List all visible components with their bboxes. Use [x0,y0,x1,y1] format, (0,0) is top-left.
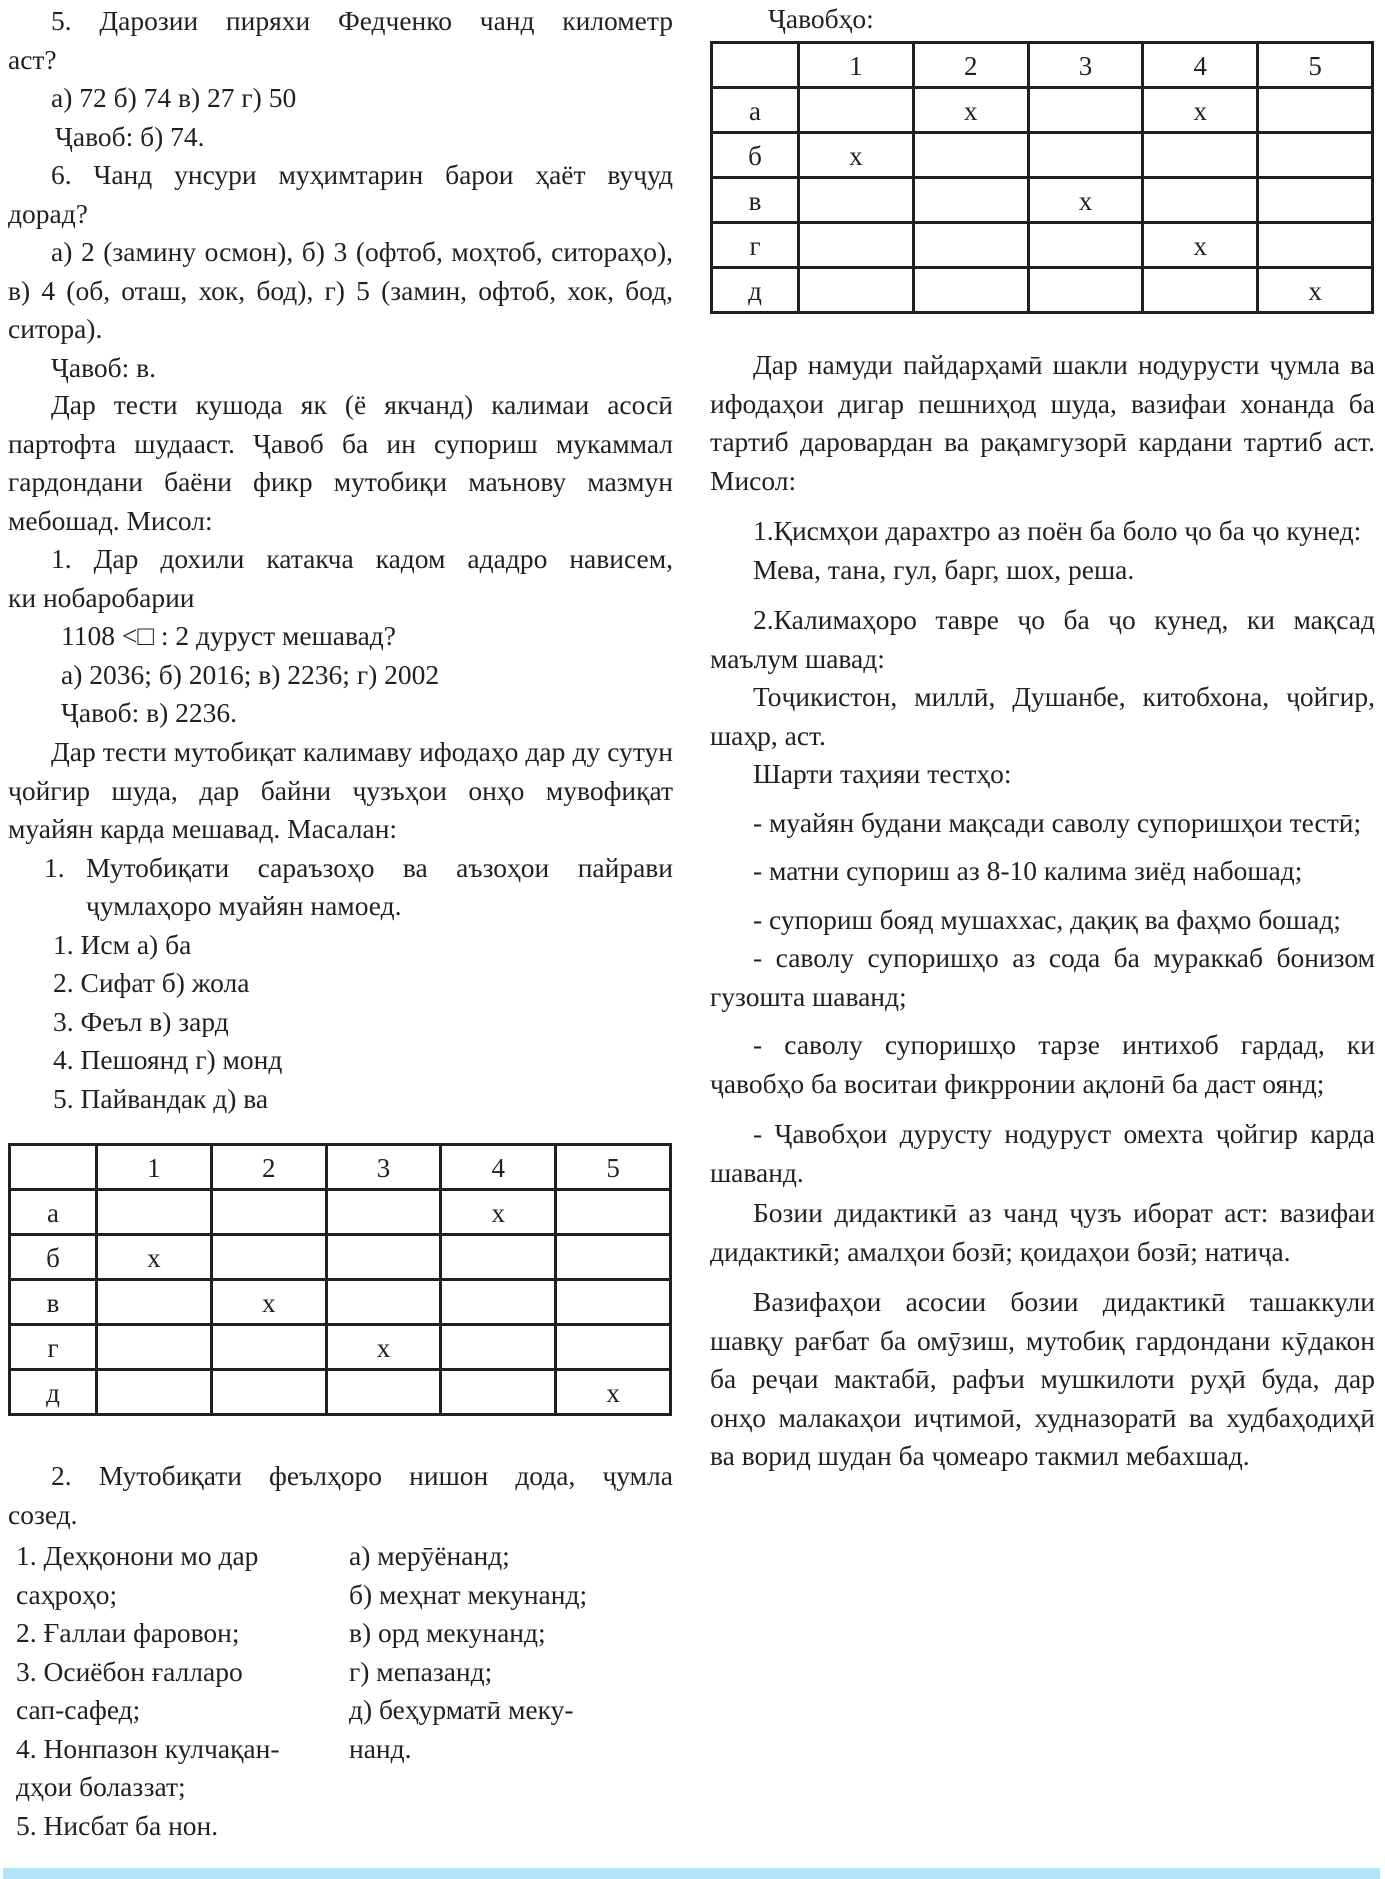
pair-item: 5. Пайвандак д) ва [53,1082,269,1114]
table-cell: 4 [1143,43,1258,88]
example-1-expression: 1108 <□ : 2 дуруст мешавад? [61,620,396,651]
table-cell [1258,133,1373,178]
table-row [10,1280,671,1325]
example-1-options: а) 2036; б) 2016; в) 2236; г) 2002 [61,658,440,690]
answers-label-text: Ҷавобҳо: [768,3,874,34]
table-cell [441,1370,556,1415]
question-6 [8,156,673,387]
table-header-row [712,43,1373,88]
table-row [712,268,1373,313]
answers-table-right [710,41,1374,314]
table-cell [556,1190,671,1235]
table-header-row [10,1145,671,1190]
question-6-options: а) 2 (замину осмон), б) 3 (офтоб, моҳтоб, ситораҳо), в) 4 (об, оташ, хок, бод), г) 5 (замин, офтоб, хок, бод, ситора). [8,236,673,344]
question-5-text-line2: аст? [8,43,57,75]
answers-label [768,0,874,39]
task-1-pairs [8,926,673,1119]
table-row [712,178,1373,223]
list-item: 5. Нисбат ба нон. [16,1809,219,1841]
table-cell [799,223,914,268]
conditions-list [710,804,1375,1193]
table-cell [1258,223,1373,268]
table-cell: д [712,268,799,313]
table-cell [913,223,1028,268]
table-cell: а [712,88,799,133]
task-1 [8,849,673,926]
table-cell [913,133,1028,178]
game-paragraph: Бозии дидактикӣ аз чанд ҷузъ иборат аст: вазифаи дидактикӣ; амалҳои бозӣ; қоидаҳои бозӣ; натиҷа. [710,1197,1375,1267]
question-6-text-line2: дорад? [8,197,88,229]
table-cell: x [326,1325,441,1370]
table-cell: 1 [97,1145,212,1190]
table-row [712,88,1373,133]
task-2-left-items [16,1537,361,1845]
table-cell [799,268,914,313]
question-5-text-line1: 5. Дарозии пиряхи Федченко чанд километр [51,5,673,36]
question-6-answer: Ҷавоб: в. [51,351,156,383]
table-row [10,1235,671,1280]
table-cell: x [913,88,1028,133]
matching-table-left [8,1143,672,1416]
list-item: 1. Деҳқонони мо дар [16,1540,259,1571]
table-cell: в [10,1280,97,1325]
list-item: г) мепазанд; [349,1655,493,1687]
order-example-2 [710,601,1375,755]
task-2-text-line1: 2. Мутобиқати феълҳоро нишон дода, ҷумла [51,1460,673,1491]
table-cell [1258,178,1373,223]
table-cell: 4 [441,1145,556,1190]
condition-item: - матни супориш аз 8-10 калима зиёд набошад; [753,855,1303,886]
table-row [712,223,1373,268]
condition-item: - Ҷавобҳои дурусту нодуруст омехта ҷойгир карда шаванд. [710,1118,1375,1188]
table-cell [1028,133,1143,178]
table-cell: 3 [1028,43,1143,88]
table-cell: x [97,1235,212,1280]
order-example-1-text: 1.Қисмҳои дарахтро аз поён ба боло ҷо ба ҷо кунед: [753,515,1362,546]
example-1-line1: 1. Дар дохили катакча кадом ададро нависем, [51,543,673,574]
table-cell: 3 [326,1145,441,1190]
table-cell [211,1370,326,1415]
table-cell [712,43,799,88]
table-cell [211,1325,326,1370]
table-cell: x [799,133,914,178]
order-example-2-words: Тоҷикистон, миллӣ, Душанбе, китобхона, ҷойгир, шаҳр, аст. [710,681,1375,751]
table-cell: а [10,1190,97,1235]
table-cell: 5 [1258,43,1373,88]
table-cell: x [1258,268,1373,313]
list-item: б) меҳнат мекунанд; [349,1578,588,1610]
list-item: дҳои болаззат; [16,1771,186,1802]
task-2 [8,1457,673,1534]
list-item: 4. Нонпазон кулчақан- [16,1732,280,1764]
table-cell [556,1235,671,1280]
table-row [10,1370,671,1415]
list-item: 3. Осиёбон ғалларо [16,1655,243,1687]
task-1-number: 1. [44,851,65,883]
table-cell [913,268,1028,313]
table-cell: x [211,1280,326,1325]
table-cell: г [10,1325,97,1370]
example-1-answer: Ҷавоб: в) 2236. [61,697,238,728]
table-cell [97,1325,212,1370]
pair-item: 2. Сифат б) жола [53,967,250,998]
question-5-answer: Ҷавоб: б) 74. [55,120,205,152]
task-2-text-line2: созед. [8,1498,78,1530]
table-cell: x [1143,223,1258,268]
table-cell [1143,178,1258,223]
list-item: сап-сафед; [16,1694,141,1725]
table-cell: д [10,1370,97,1415]
table-row [10,1190,671,1235]
table-cell [211,1235,326,1280]
table-cell [1258,88,1373,133]
order-example-1 [710,512,1375,589]
question-5 [8,2,673,156]
table-cell: x [1028,178,1143,223]
list-item: в) орд мекунанд; [349,1617,546,1648]
table-cell: 1 [799,43,914,88]
condition-item: - саволу супоришҳо тарзе интихоб гардад, ки ҷавобҳо ба воситаи фикрронии ақлонӣ ба даст оянд; [710,1029,1375,1099]
table-cell [97,1280,212,1325]
table-cell: x [1143,88,1258,133]
condition-item: - супориш бояд мушаххас, дақиқ ва фаҳмо бошад; [753,903,1341,935]
table-cell: в [712,178,799,223]
table-cell [441,1325,556,1370]
table-cell: x [556,1370,671,1415]
table-cell [211,1190,326,1235]
table-cell [441,1280,556,1325]
table-cell [97,1190,212,1235]
table-cell: 2 [211,1145,326,1190]
table-cell: 5 [556,1145,671,1190]
table-cell [1028,268,1143,313]
task-1-text: Мутобиқати сараъзоҳо ва аъзоҳои пайрави ҷумлаҳоро муайян намоед. [86,851,673,921]
pair-item: 3. Феъл в) зард [53,1005,229,1037]
order-example-1-words: Мева, тана, гул, барг, шох, реша. [753,553,1135,585]
task-2-right-items [349,1537,669,1845]
condition-item: - саволу супоришҳо аз сода ба мураккаб бонизом гузошта шаванд; [710,942,1375,1012]
table-cell [326,1235,441,1280]
task-2-columns [16,1537,669,1845]
table-cell [799,88,914,133]
table-cell [1028,88,1143,133]
table-cell [1143,268,1258,313]
table-cell [10,1145,97,1190]
list-item: д) беҳурматӣ меку- [349,1694,574,1725]
open-test-paragraph: Дар тести кушода як (ё якчанд) калимаи асосӣ партофта шудааст. Ҷавоб ба ин супориш мукаммал гардондани баёни фикр мутобиқи маънову мазмун мебошад. Мисол: [8,389,673,536]
table-cell [913,178,1028,223]
matching-section [8,733,673,1118]
table-cell: б [712,133,799,178]
table-cell [326,1190,441,1235]
table-cell [326,1370,441,1415]
right-column-text [710,346,1375,1476]
table-cell: б [10,1235,97,1280]
table-row [10,1325,671,1370]
list-item: 2. Ғаллаи фаровон; [16,1617,240,1648]
table-cell: г [712,223,799,268]
table-cell: 2 [913,43,1028,88]
table-cell [1028,223,1143,268]
pair-item: 4. Пешоянд г) монд [53,1044,283,1075]
pair-item: 1. Исм а) ба [53,928,192,960]
table-cell [556,1325,671,1370]
table-cell: x [441,1190,556,1235]
table-cell [1143,133,1258,178]
table-cell [799,178,914,223]
question-5-options: а) 72 б) 74 в) 27 г) 50 [51,82,297,113]
condition-item: - муайян будани мақсади саволу супоришҳои тестӣ; [753,806,1362,838]
table-cell [97,1370,212,1415]
table-cell [326,1280,441,1325]
example-1-line2: ки нобаробарии [8,581,195,613]
tasks-paragraph: Вазифаҳои асосии бозии дидактикӣ ташаккули шавқу рағбат ба омӯзиш, мутобиқ гардондани кӯдакон ба реҷаи мактабӣ, рафъи мушкилоти руҳӣ буда, дар онҳо малакаҳои иҷтимоӣ, худназоратӣ ва худбаҳодиҳӣ ва ворид шудан ба ҷомеаро такмил мебахшад. [710,1286,1375,1471]
bottom-decorative-band [3,1868,1380,1879]
table-row [712,133,1373,178]
list-item: нанд. [349,1732,412,1764]
matching-paragraph: Дар тести мутобиқат калимаву ифодаҳо дар ду сутун ҷойгир шуда, дар байни ҷузъҳои онҳо мувофиқат муайян карда мешавад. Масалан: [8,736,673,844]
order-paragraph: Дар намуди пайдарҳамӣ шакли нодурусти ҷумла ва ифодаҳои дигар пешниҳод шуда, вазифаи хонанда ба тартиб даровардан ва рақамгузорӣ кардани тартиб аст. Мисол: [710,349,1375,496]
open-test-section [8,386,673,733]
list-item: саҳроҳо; [16,1578,118,1610]
conditions-title: Шарти таҳияи тестҳо: [753,758,1012,789]
list-item: а) мерӯёнанд; [349,1540,510,1571]
question-6-text-line1: 6. Чанд унсури муҳимтарин барои ҳаёт вуҷуд [51,159,673,190]
order-example-2-text: 2.Калимаҳоро тавре ҷо ба ҷо кунед, ки мақсад маълум шавад: [710,604,1375,674]
table-cell [441,1235,556,1280]
table-cell [556,1280,671,1325]
